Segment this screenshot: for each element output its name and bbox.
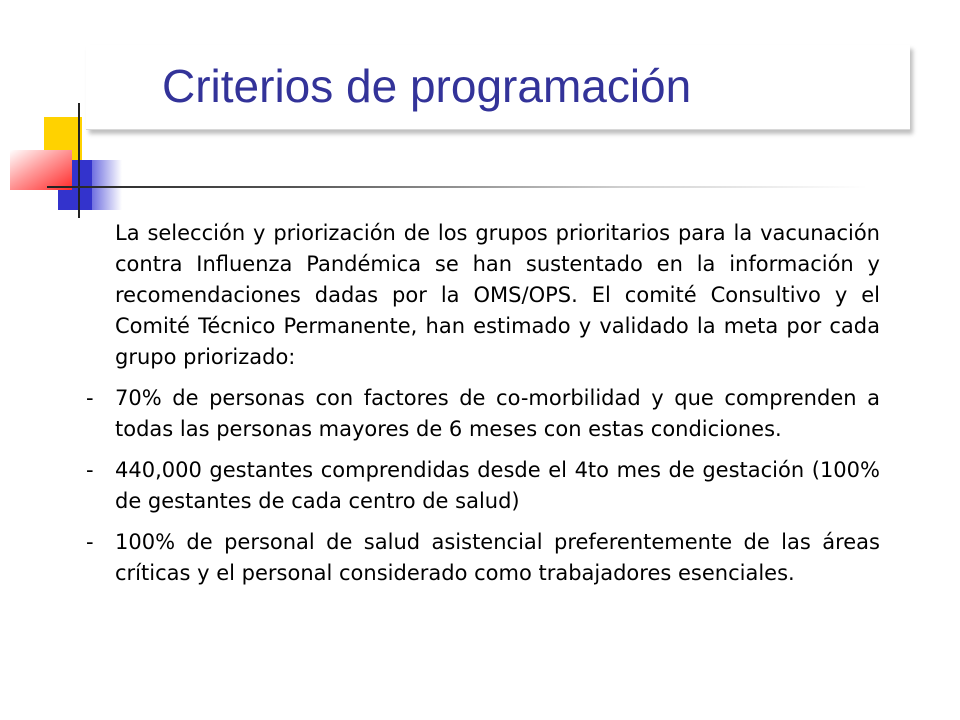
dash-bullet: - (86, 386, 94, 410)
red-gradient-decoration (10, 150, 72, 190)
intro-paragraph: La selección y priorización de los grupos prioritarios para la vacunación contra Influenza Pandémica se han sustentado en la información y recomendaciones dadas por la OMS/OPS. El comité Consultivo y el Comité Técnico Permanente, han estimado y validado la meta por cada grupo priorizado: (115, 221, 880, 369)
list-item (86, 527, 880, 589)
list-item (86, 455, 880, 517)
vertical-line-decoration (78, 103, 80, 218)
title-box (86, 45, 910, 130)
list-item-text: 100% de personal de salud asistencial preferentemente de las áreas críticas y el personal considerado como trabajadores esenciales. (115, 530, 880, 585)
blue-fade-decoration (92, 160, 122, 210)
list-item-text: 70% de personas con factores de co-morbilidad y que comprenden a todas las personas mayores de 6 meses con estas condiciones. (115, 386, 880, 441)
slide-title: Criterios de programación (162, 60, 692, 112)
horizontal-rule-decoration (47, 186, 867, 188)
list-item-text: 440,000 gestantes comprendidas desde el 4to mes de gestación (100% de gestantes de cada centro de salud) (115, 458, 880, 513)
dash-bullet: - (86, 530, 94, 554)
dash-bullet: - (86, 458, 94, 482)
list-item (86, 383, 880, 445)
slide-content (80, 218, 880, 599)
